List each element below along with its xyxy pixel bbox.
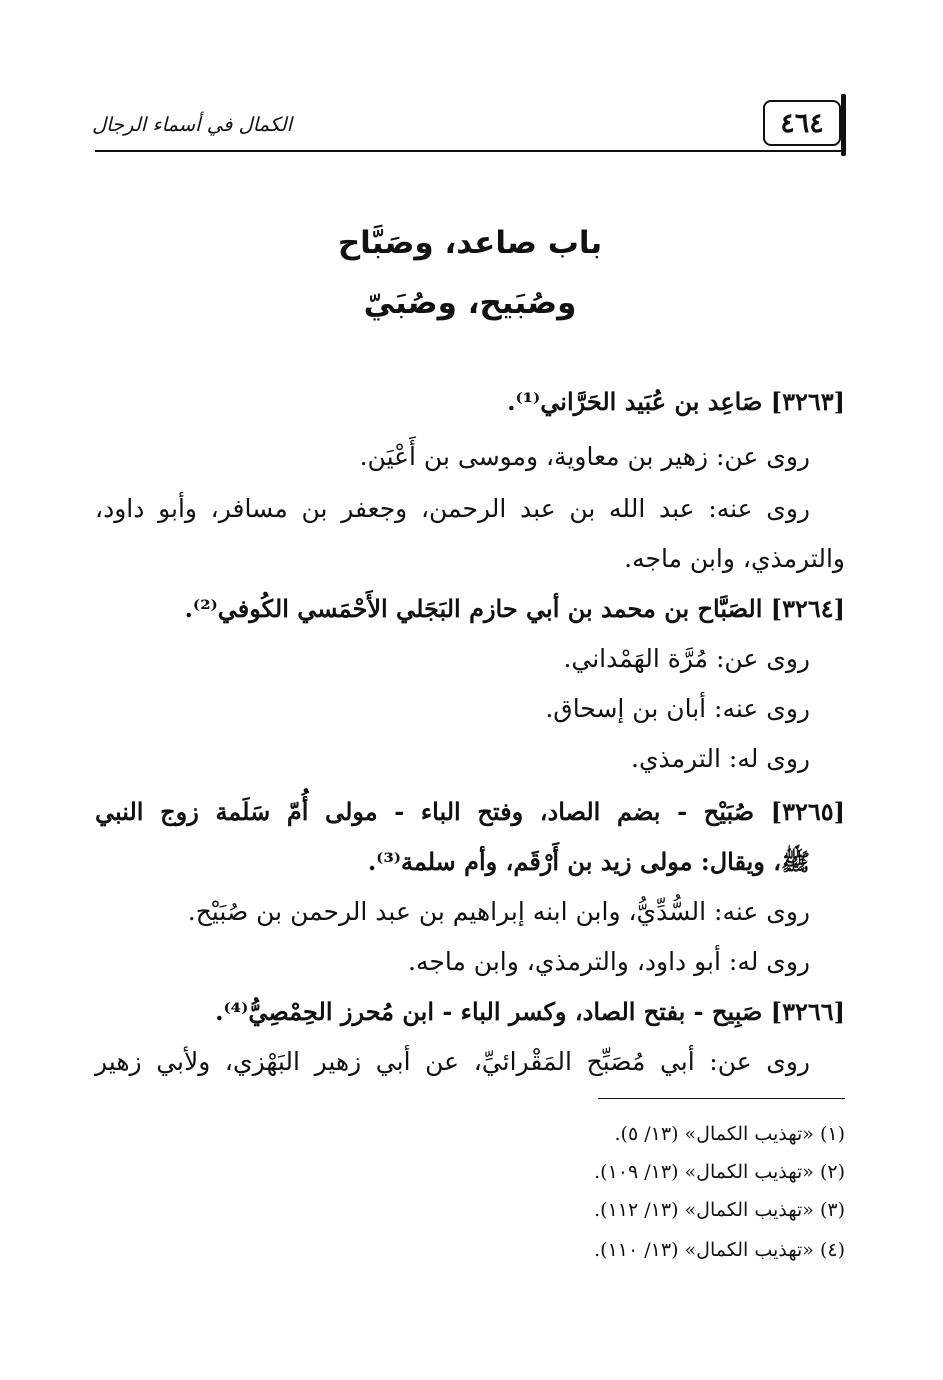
entry-heading-3266: [٣٢٦٦] صَبِيح - بفتح الصاد، وكسر الباء - ابن مُحرز الحِمْصِيُّ⁽⁴⁾. [215,997,845,1026]
footnote-1: (١) «تهذيب الكمال» (١٣/ ٥). [614,1123,845,1145]
footnote-3: (٣) «تهذيب الكمال» (١٣/ ١١٢). [594,1199,845,1221]
body-line: روى عن: أبي مُصَبِّح المَقْرائيِّ، عن أبي زهير البَهْزي، ولأبي زهير [95,1047,810,1076]
body-line: روى له: الترمذي. [631,744,810,773]
footnote-2: (٢) «تهذيب الكمال» (١٣/ ١٠٩). [594,1161,845,1183]
chapter-title-line-1: باب صاعد، وصَبَّاح [337,225,603,261]
body-line: روى عنه: السُّدِّيُّ، وابن ابنه إبراهيم بن عبد الرحمن بن صُبَيْح. [187,897,810,926]
body-line: روى عنه: عبد الله بن عبد الرحمن، وجعفر بن مسافر، وأبو داود، [95,494,810,523]
page-number: ٤٦٤ [763,100,841,146]
entry-heading-3265-cont: ﷺ، ويقال: مولى زيد بن أَرْقَم، وأم سلمة⁽³⁾. [367,847,810,876]
footnote-4: (٤) «تهذيب الكمال» (١٣/ ١١٠). [594,1239,845,1261]
body-line: روى عن: زهير بن معاوية، وموسى بن أَعْيَن. [359,442,810,471]
body-line: روى عنه: أبان بن إسحاق. [545,694,810,723]
entry-heading-3265: [٣٢٦٥] صُبَيْح - بضم الصاد، وفتح الباء - مولى أُمّ سَلَمة زوج النبي [95,797,845,826]
body-line: والترمذي، وابن ماجه. [624,544,845,573]
entry-heading-3263: [٣٢٦٣] صَاعِد بن عُبَيد الحَرَّاني⁽¹⁾. [507,387,845,416]
running-title: الكمال في أسماء الرجال [91,112,293,136]
header-rule [95,150,845,152]
footnote-rule [598,1098,845,1099]
chapter-title-line-2: وصُبَيح، وصُبَيّ [363,285,577,321]
body-line: روى عن: مُرَّة الهَمْداني. [563,644,810,673]
entry-heading-3264: [٣٢٦٤] الصَبَّاح بن محمد بن أبي حازم البَجَلي الأَحْمَسي الكُوفي⁽²⁾. [184,594,845,623]
body-line: روى له: أبو داود، والترمذي، وابن ماجه. [408,947,810,976]
